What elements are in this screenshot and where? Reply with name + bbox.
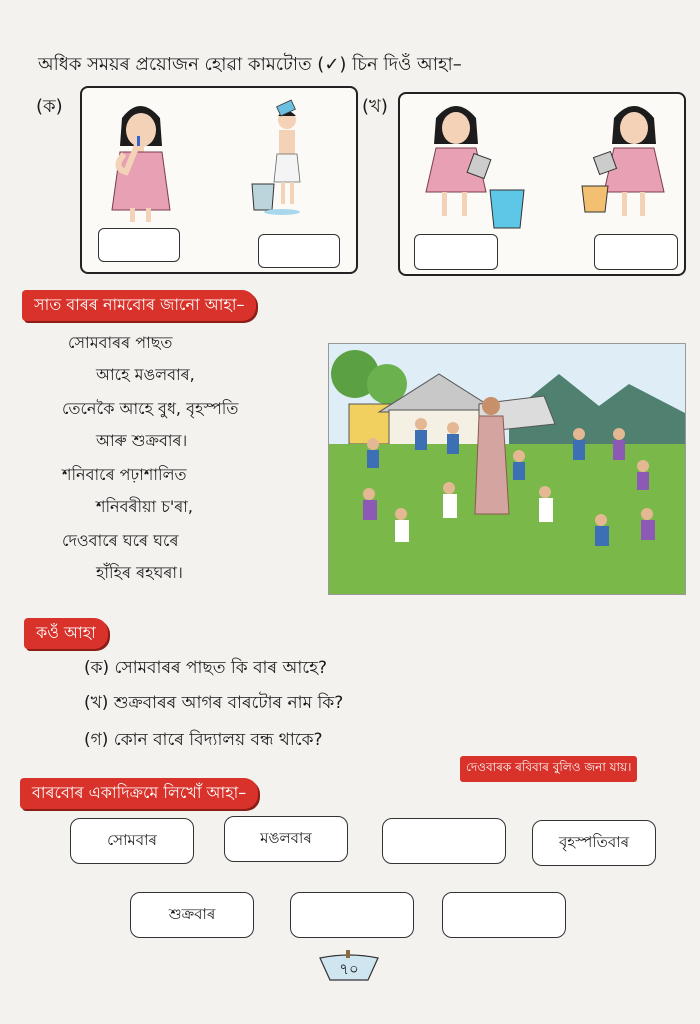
day-box-5[interactable]: শুক্ৰবাৰ: [130, 892, 254, 938]
sunday-note: দেওবাৰক ৰবিবাৰ বুলিও জনা যায়।: [460, 756, 637, 782]
girl-pouring-water-big-bucket-icon: [426, 106, 524, 228]
day-box-6[interactable]: [290, 892, 414, 938]
option-a2-answer-box[interactable]: [258, 234, 340, 268]
girl-pouring-water-small-bucket-icon: [582, 106, 664, 216]
question-a: (ক) সোমবাৰৰ পাছত কি বাৰ আহে?: [84, 658, 328, 678]
option-a1-answer-box[interactable]: [98, 228, 180, 262]
option-a-box: [80, 86, 358, 274]
playground-scene: [329, 344, 686, 595]
option-a-illustration: [82, 88, 356, 238]
day-box-3[interactable]: [382, 818, 506, 864]
section-speak-title: কওঁ আহা: [24, 618, 108, 649]
question-c: (গ) কোন বাৰে বিদ্যালয় বন্ধ থাকে?: [84, 730, 323, 750]
option-b-label: (খ): [362, 96, 388, 117]
section-write-title: বাৰবোৰ একাদিক্ৰমে লিখোঁ আহা–: [20, 778, 258, 809]
girl-brushing-icon: [112, 106, 170, 222]
boy-bathing-icon: [252, 100, 300, 215]
school-playground-illustration: [328, 343, 686, 595]
poem-line-1: সোমবাৰৰ পাছত: [68, 333, 173, 352]
option-a-label: (ক): [36, 96, 63, 117]
poem-line-4: আৰু শুক্ৰবাৰ।: [96, 431, 188, 450]
poem-line-2: আহে মঙলবাৰ,: [96, 365, 195, 384]
question-1-text: অধিক সময়ৰ প্ৰয়োজন হোৱা কামটোত (✓) চিন দিওঁ আহা–: [38, 54, 462, 75]
option-b1-answer-box[interactable]: [414, 234, 498, 270]
day-box-1[interactable]: সোমবাৰ: [70, 818, 194, 864]
option-b-illustration: [400, 94, 684, 240]
day-box-2[interactable]: মঙলবাৰ: [224, 816, 348, 862]
grass-ground: [329, 444, 686, 595]
day-box-4[interactable]: বৃহস্পতিবাৰ: [532, 820, 656, 866]
poem-line-5: শনিবাৰে পঢ়াশালিত: [62, 465, 187, 484]
page-number: ৭০: [339, 960, 359, 978]
poem-line-6: শনিবৰীয়া চ'ৰা,: [96, 497, 194, 516]
page-number-badge: [318, 950, 380, 984]
day-box-7[interactable]: [442, 892, 566, 938]
option-b2-answer-box[interactable]: [594, 234, 678, 270]
poem-line-3: তেনেকৈ আহে বুধ, বৃহস্পতি: [62, 399, 239, 418]
poem-line-7: দেওবাৰে ঘৰে ঘৰে: [62, 531, 179, 550]
option-b-box: [398, 92, 686, 276]
question-b: (খ) শুক্ৰবাৰৰ আগৰ বাৰটোৰ নাম কি?: [84, 693, 344, 713]
section-days-title: সাত বাৰৰ নামবোৰ জানো আহা–: [22, 290, 256, 321]
poem-line-8: হাঁহিৰ ৰহঘৰা।: [96, 563, 183, 582]
